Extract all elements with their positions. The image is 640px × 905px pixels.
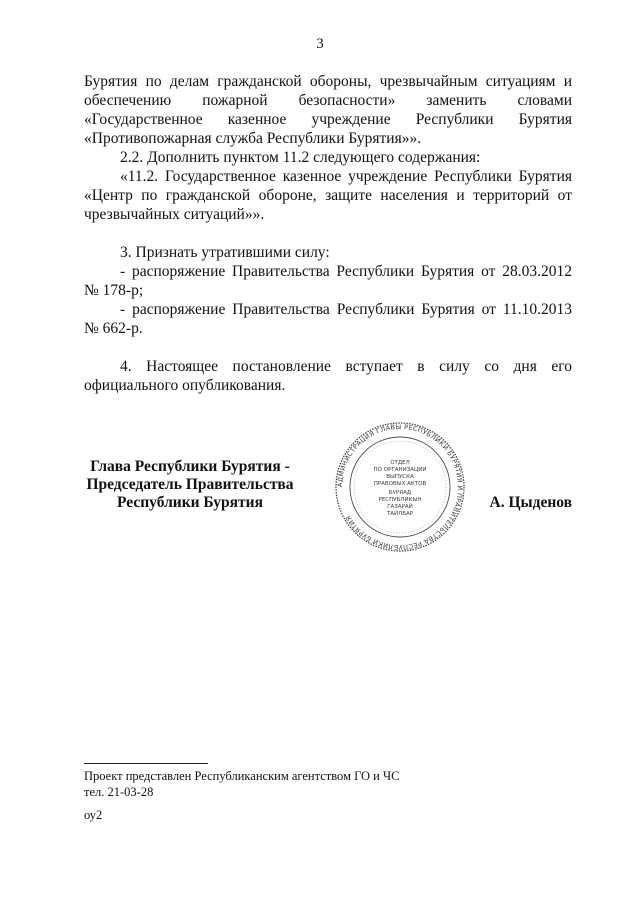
signatory-title [72, 458, 308, 512]
seal-inner-line: ПО ОРГАНИЗАЦИИ [373, 467, 427, 473]
seal-inner-line: ГАЗАРАЙ [387, 504, 413, 510]
seal-inner-line: БУРЯАД [388, 490, 412, 496]
signatory-title-line: Республики Бурятия [117, 494, 263, 511]
seal-outer-text: АДМИНИСТРАЦИЯ ГЛАВЫ РЕСПУБЛИКИ БУРЯТИЯ И ПРАВИТЕЛЬСТВА РЕСПУБЛИКИ БУРЯТИЯ [335, 422, 465, 552]
signatory-title-line: Председатель Правительства [86, 476, 294, 493]
footnote-divider [84, 763, 208, 764]
footnote-line: Проект представлен Республиканским агентством ГО и ЧС [84, 769, 400, 783]
seal-inner-line: ВЫПУСКА [386, 474, 414, 480]
seal-inner-line: ПРАВОВЫХ АКТОВ [373, 481, 427, 487]
paragraph-4: 4. Настоящее постановление вступает в силу со дня его официального опубликования. [84, 358, 572, 394]
footnote [84, 768, 399, 800]
document-body [84, 72, 572, 395]
paragraph-3: 3. Признать утратившими силу: [120, 244, 330, 261]
official-seal-stamp [332, 422, 468, 552]
paragraph-3-item-1: - распоряжение Правительства Республики Бурятия от 28.03.2012 № 178-р; [84, 263, 572, 299]
document-code: оу2 [84, 808, 103, 822]
paragraph-continuation: Бурятия по делам гражданской обороны, чрезвычайным ситуациям и обеспечению пожарной безопасности» заменить словами «Государственное казенное учреждение Республики Бурятия «Противопожарная служба Республики Бурятия»». [84, 73, 572, 147]
signatory-title-line: Глава Республики Бурятия - [90, 458, 290, 475]
paragraph-11-2: «11.2. Государственное казенное учреждение Республики Бурятия «Центр по гражданской обороне, защите населения и территорий от чрезвычайных ситуаций»». [84, 168, 572, 223]
signer-name: А. Цыденов [489, 494, 572, 511]
paragraph-3-item-2: - распоряжение Правительства Республики Бурятия от 11.10.2013 № 662-р. [84, 301, 572, 337]
footnote-line: тел. 21-03-28 [84, 785, 154, 799]
page-number: 3 [316, 36, 324, 52]
seal-inner-line: ОТДЕЛ [390, 460, 410, 466]
seal-inner-line: РЕСПУБЛИКЫН [378, 497, 422, 503]
paragraph-2-2: 2.2. Дополнить пунктом 11.2 следующего содержания: [120, 149, 481, 166]
seal-inner-line: ТАЙЛБАР [386, 511, 414, 517]
